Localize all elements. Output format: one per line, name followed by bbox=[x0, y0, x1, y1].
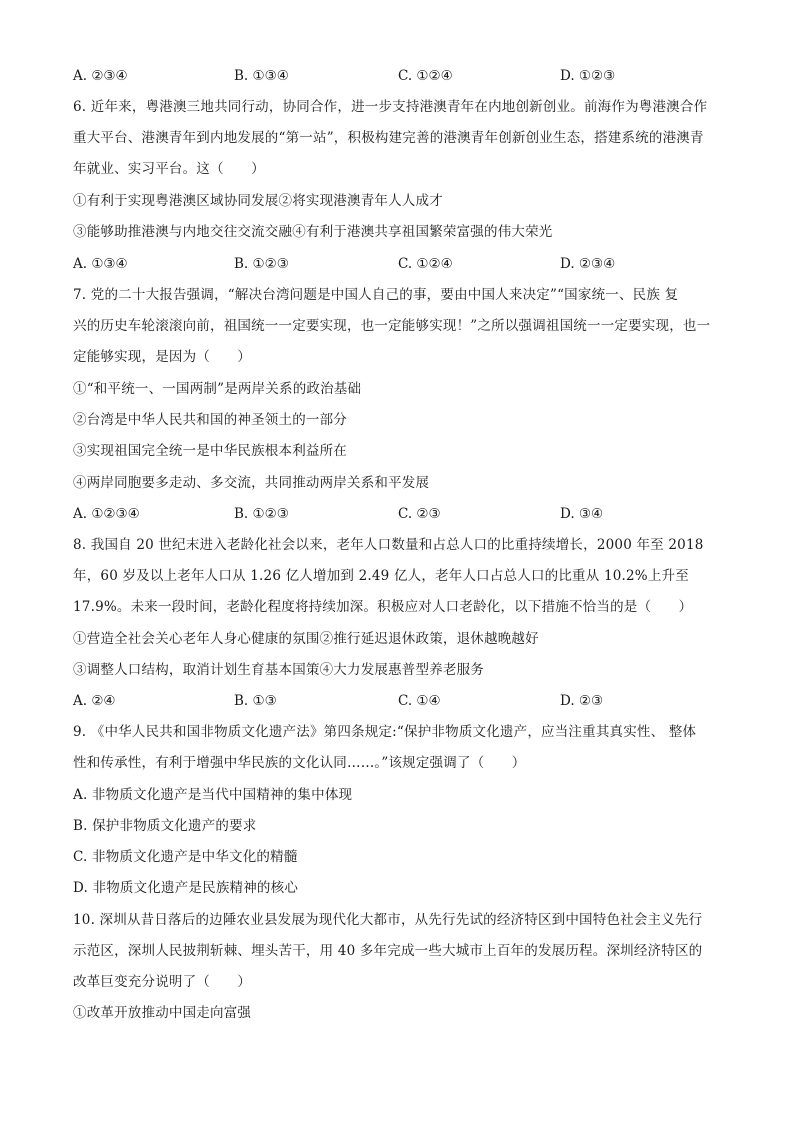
q8-statements-2: ③调整人口结构，取消计划生育基本国策④大力发展惠普型养老服务 bbox=[73, 662, 484, 678]
q8-stem-line-2: 年，60 岁及以上老年人口从 1.26 亿人增加到 2.49 亿人，老年人口占总人口的比重从 10.2%上升至 bbox=[73, 568, 689, 584]
q6-stem-line-2: 重大平台、港澳青年到内地发展的“第一站”，积极构建完善的港澳青年创新创业生态，搭建系统的港澳青 bbox=[73, 130, 704, 146]
q6-options bbox=[73, 255, 733, 273]
q8-options bbox=[73, 692, 733, 710]
q8-option-a: A. ②④ bbox=[73, 693, 116, 709]
q9-option-d: D. 非物质文化遗产是民族精神的核心 bbox=[73, 880, 299, 896]
q8-option-b: B. ①③ bbox=[234, 693, 277, 709]
q7-option-c: C. ②③ bbox=[398, 506, 441, 522]
q10-stem-line-1: 10. 深圳从昔日落后的边陲农业县发展为现代化大都市，从先行先试的经济特区到中国特色社会主义先行 bbox=[73, 912, 703, 928]
q6-option-b: B. ①②③ bbox=[234, 256, 289, 272]
q5-option-d: D. ①②③ bbox=[560, 68, 616, 84]
q5-options bbox=[73, 67, 733, 85]
q5-option-c: C. ①②④ bbox=[398, 68, 453, 84]
q9-stem-line-1: 9. 《中华人民共和国非物质文化遗产法》第四条规定:“保护非物质文化遗产，应当注重其真实性、 整体 bbox=[73, 724, 697, 740]
q7-option-d: D. ③④ bbox=[560, 506, 604, 522]
q7-option-a: A. ①②③④ bbox=[73, 506, 140, 522]
q6-option-d: D. ②③④ bbox=[560, 256, 616, 272]
q10-statement-1: ①改革开放推动中国走向富强 bbox=[73, 1005, 252, 1021]
q7-statement-4: ④两岸同胞要多走动、多交流，共同推动两岸关系和平发展 bbox=[73, 475, 430, 491]
q7-stem-line-1: 7. 党的二十大报告强调，“解决台湾问题是中国人自己的事，要由中国人来决定”“国家统一、民族 复 bbox=[73, 287, 679, 303]
q6-statements-2: ③能够助推港澳与内地交往交流交融④有利于港澳共享祖国繁荣富强的伟大荣光 bbox=[73, 224, 553, 240]
q7-statement-2: ②台湾是中华人民共和国的神圣领土的一部分 bbox=[73, 412, 347, 428]
q9-stem-line-2: 性和传承性，有利于增强中华民族的文化认同……。”该规定强调了（ ） bbox=[73, 755, 526, 771]
q7-stem-line-2: 兴的历史车轮滚滚向前，祖国统一一定要实现，也一定能够实现！”之所以强调祖国统一一定要实现，也一 bbox=[73, 318, 711, 334]
q8-statements-1: ①营造全社会关心老年人身心健康的氛围②推行延迟退休政策，退休越晚越好 bbox=[73, 631, 539, 647]
q6-stem-line-3: 年就业、实习平台。这（ ） bbox=[73, 161, 265, 177]
q9-option-b: B. 保护非物质文化遗产的要求 bbox=[73, 818, 257, 834]
q9-option-c: C. 非物质文化遗产是中华文化的精髓 bbox=[73, 849, 298, 865]
q10-stem-line-2: 示范区，深圳人民披荆斩棘、埋头苦干，用 40 多年完成一些大城市上百年的发展历程。深圳经济特区的 bbox=[73, 943, 703, 959]
q5-option-a: A. ②③④ bbox=[73, 68, 128, 84]
q7-options bbox=[73, 505, 733, 523]
q9-option-a: A. 非物质文化遗产是当代中国精神的集中体现 bbox=[73, 787, 353, 803]
q7-statement-3: ③实现祖国完全统一是中华民族根本利益所在 bbox=[73, 443, 347, 459]
q5-option-b: B. ①③④ bbox=[234, 68, 289, 84]
q10-stem-line-3: 改革巨变充分说明了（ ） bbox=[73, 974, 252, 990]
q6-stem-line-1: 6. 近年来，粤港澳三地共同行动，协同合作，进一步支持港澳青年在内地创新创业。前海作为粤港澳合作 bbox=[73, 99, 708, 115]
q6-option-c: C. ①②④ bbox=[398, 256, 453, 272]
q6-statements-1: ①有利于实现粤港澳区域协同发展②将实现港澳青年人人成才 bbox=[73, 193, 443, 209]
q7-stem-line-3: 定能够实现，是因为（ ） bbox=[73, 349, 252, 365]
q7-option-b: B. ①②③ bbox=[234, 506, 289, 522]
q8-stem-line-3: 17.9%。未来一段时间，老龄化程度将持续加深。积极应对人口老龄化，以下措施不恰当的是（ ） bbox=[73, 599, 693, 615]
q8-stem-line-1: 8. 我国自 20 世纪末进入老龄化社会以来，老年人口数量和占总人口的比重持续增长，2000 年至 2018 bbox=[73, 537, 704, 553]
q6-option-a: A. ①③④ bbox=[73, 256, 128, 272]
q8-option-c: C. ①④ bbox=[398, 693, 441, 709]
q7-statement-1: ①“和平统一、一国两制”是两岸关系的政治基础 bbox=[73, 381, 362, 397]
q8-option-d: D. ②③ bbox=[560, 693, 604, 709]
